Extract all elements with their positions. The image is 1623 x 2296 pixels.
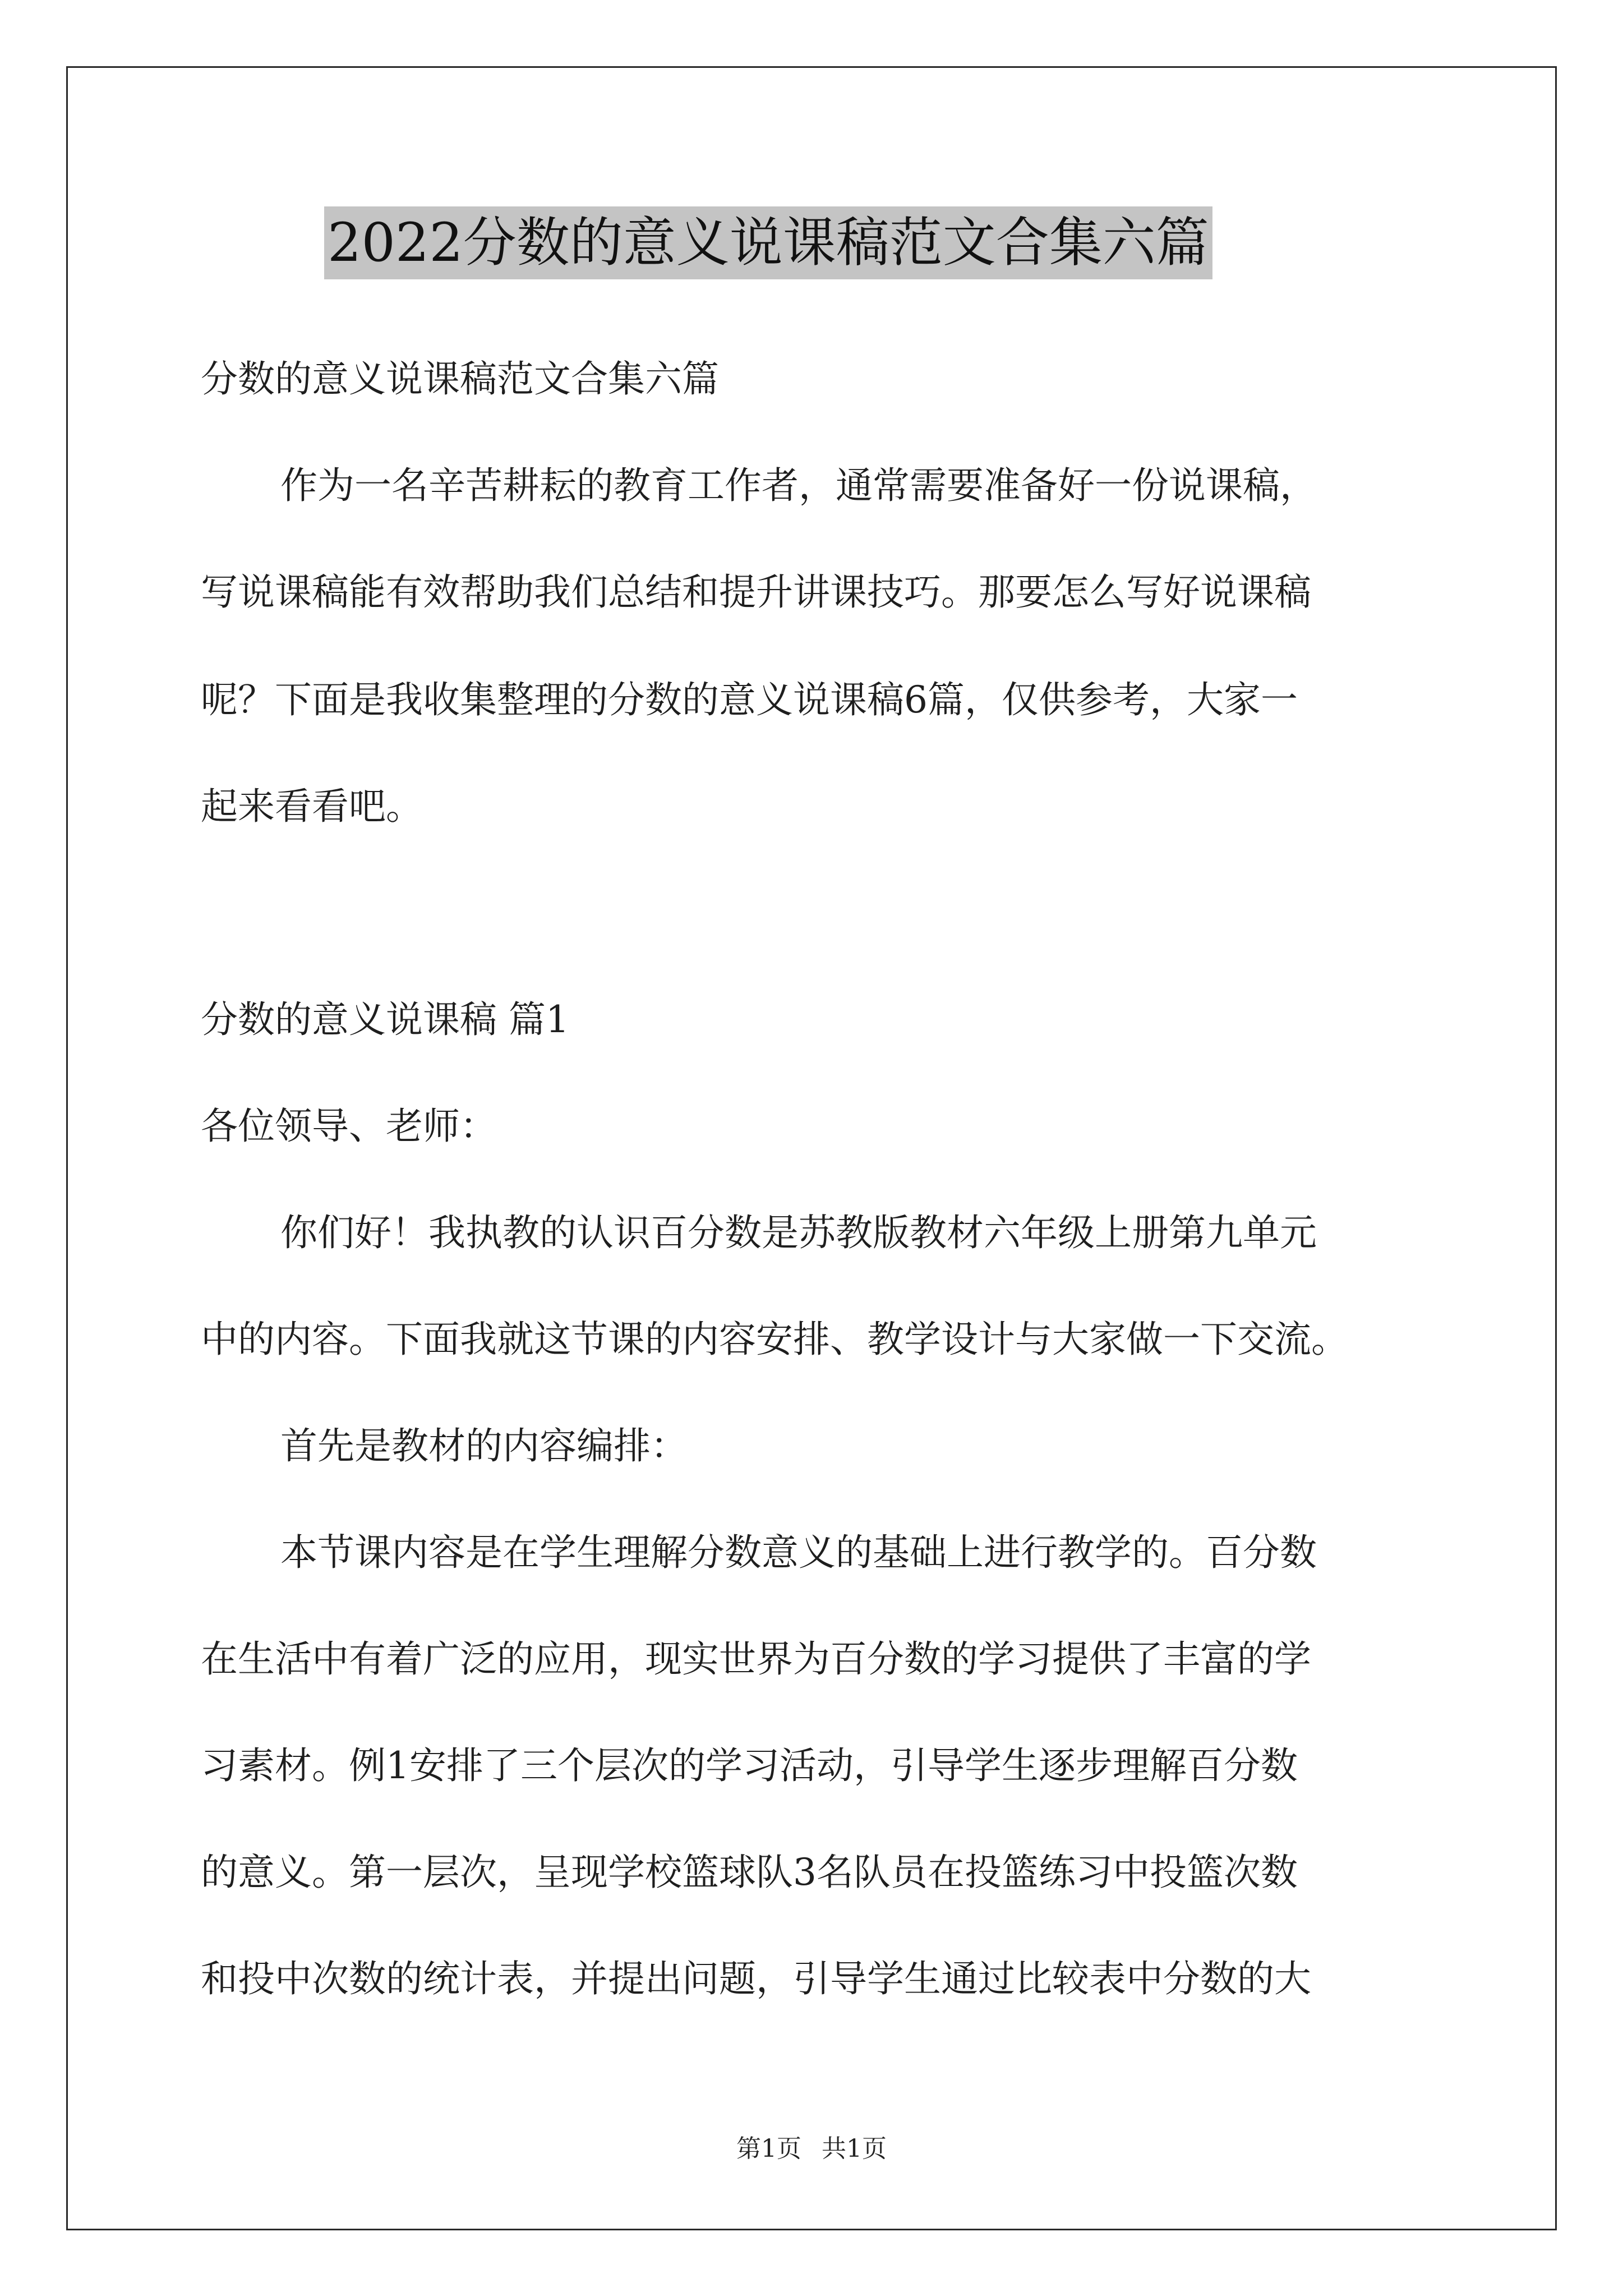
intro-line-4: 起来看看吧。 (201, 785, 423, 828)
para3-line-5: 和投中次数的统计表，并提出问题，引导学生通过比较表中分数的大 (201, 1957, 1311, 2000)
page-footer (0, 2135, 1623, 2163)
para3-line-4: 的意义。第一层次，呈现学校篮球队3名队员在投篮练习中投篮次数 (201, 1851, 1298, 1894)
intro-line-1: 作为一名辛苦耕耘的教育工作者，通常需要准备好一份说课稿， (280, 464, 1317, 507)
intro-line-2: 写说课稿能有效帮助我们总结和提升讲课技巧。那要怎么写好说课稿 (201, 570, 1311, 614)
document-subtitle: 分数的意义说课稿范文合集六篇 (201, 357, 719, 401)
page-total: 共1页 (822, 2134, 887, 2163)
section-heading: 分数的意义说课稿 篇1 (201, 998, 569, 1041)
para1-line-2: 中的内容。下面我就这节课的内容安排、教学设计与大家做一下交流。 (201, 1318, 1348, 1361)
para3-line-1: 本节课内容是在学生理解分数意义的基础上进行教学的。百分数 (280, 1531, 1317, 1574)
page-current: 第1页 (736, 2134, 801, 2163)
intro-line-3: 呢？下面是我收集整理的分数的意义说课稿6篇，仅供参考，大家一 (201, 678, 1298, 721)
para2: 首先是教材的内容编排： (280, 1424, 688, 1467)
para1-line-1: 你们好！我执教的认识百分数是苏教版教材六年级上册第九单元 (280, 1211, 1317, 1254)
document-title: 2022分数的意义说课稿范文合集六篇 (324, 206, 1212, 279)
para3-line-2: 在生活中有着广泛的应用，现实世界为百分数的学习提供了丰富的学 (201, 1637, 1311, 1681)
greeting: 各位领导、老师： (201, 1105, 497, 1148)
para3-line-3: 习素材。例1安排了三个层次的学习活动，引导学生逐步理解百分数 (201, 1744, 1298, 1787)
